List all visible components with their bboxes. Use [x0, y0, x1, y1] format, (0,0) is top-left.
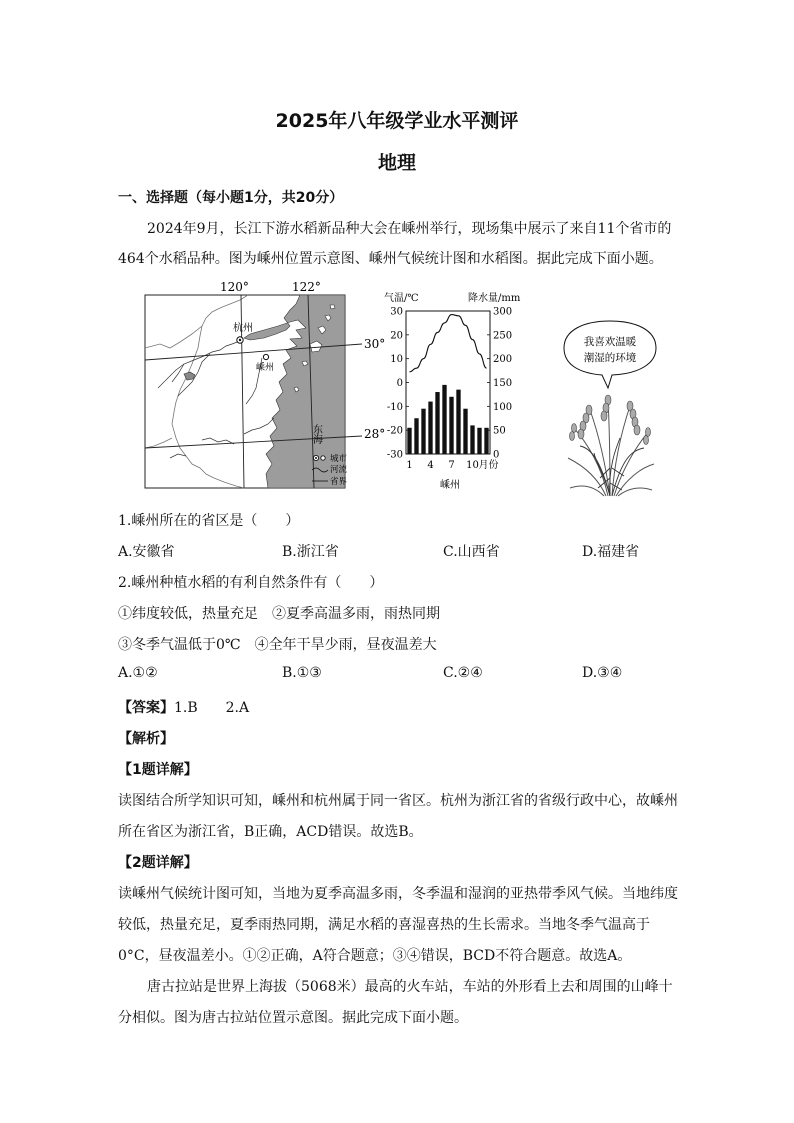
subject-title: 地理: [377, 152, 416, 174]
legend-river-label: 河流: [330, 465, 348, 475]
q1-option-d: D.福建省: [582, 544, 640, 560]
temp-curve: [410, 315, 487, 372]
precip-bar: [421, 409, 425, 454]
precip-bar: [435, 392, 439, 454]
q2-detail-label: 【2题详解】: [118, 855, 198, 871]
x-tick-label: 7: [448, 460, 455, 471]
q2-detail-line-3: 0°C，昼夜温差小。①②正确，A符合题意；③④错误，BCD不符合题意。故选A。: [118, 948, 632, 964]
x-tick-label: 10: [466, 460, 479, 471]
lon-label-120: 120°: [220, 280, 249, 294]
right-axis-title: 降水量/mm: [468, 293, 521, 304]
y2-tick-label: 100: [493, 401, 513, 413]
y2-tick-label: 50: [493, 425, 506, 437]
island: [330, 305, 335, 309]
rice-figure: [560, 318, 660, 498]
section-heading: 一、选择题（每小题1分，共20分）: [118, 190, 344, 206]
page-title: 2025年八年级学业水平测评: [275, 110, 519, 132]
precip-bar: [407, 428, 411, 454]
bubble-line-1: 我喜欢温暖: [583, 336, 637, 348]
precip-bar: [484, 428, 488, 454]
city-marker-hangzhou-dot: [239, 339, 241, 341]
q2-option-c: C.②④: [443, 665, 483, 681]
q2-stem: 2.嵊州种植水稻的有利自然条件有（ ）: [118, 575, 384, 591]
y2-tick-label: 300: [493, 306, 513, 318]
y2-tick-label: 150: [493, 378, 513, 389]
y-tick-label: -20: [386, 425, 403, 437]
lon-label-122: 122°: [292, 280, 321, 294]
city-marker-shengzhou: [263, 354, 268, 359]
q1-detail-line-2: 所在省区为浙江省，B正确，ACD错误。故选B。: [118, 824, 423, 840]
y-tick-label: 10: [390, 354, 403, 366]
intro-line-2: 464个水稻品种。图为嵊州位置示意图、嵊州气候统计图和水稻图。据此完成下面小题。: [118, 251, 663, 267]
lat-label-30: 30°: [364, 337, 386, 351]
answer-label: 【答案】: [118, 700, 174, 716]
precip-bar: [463, 409, 467, 454]
q2-conditions-2: ③冬季气温低于0℃ ④全年干旱少雨，昼夜温差大: [118, 637, 437, 653]
q1-option-b: B.浙江省: [282, 544, 339, 560]
city-label-shengzhou: 嵊州: [256, 363, 275, 373]
x-tick-label: 1: [406, 460, 413, 471]
legend-town-icon: [321, 456, 325, 460]
precip-bar: [470, 425, 474, 454]
y-tick-label: 30: [390, 306, 403, 318]
climate-chart: [384, 290, 530, 495]
bubble-line-2: 潮湿的环境: [583, 352, 637, 364]
location-map: [140, 278, 386, 493]
chart-city-label: 嵊州: [440, 480, 460, 491]
y-tick-label: 0: [396, 378, 403, 389]
legend-city-label: 城市: [330, 454, 348, 464]
lat-label-28: 28°: [364, 427, 386, 441]
rice-grain-heads: [570, 395, 651, 445]
precip-bar: [414, 418, 418, 454]
q2-conditions-1: ①纬度较低，热量充足 ②夏季高温多雨，雨热同期: [118, 606, 440, 622]
q2-option-a: A.①②: [118, 665, 158, 681]
analysis-label: 【解析】: [118, 731, 174, 747]
next-passage-line-1: 唐古拉站是世界上海拔（5068米）最高的火车站，车站的外形看上去和周围的山峰十: [147, 979, 673, 995]
q2-detail-line-2: 较低，热量充足，夏季雨热同期，满足水稻的喜湿喜热的生长需求。当地冬季气温高于: [118, 917, 650, 933]
q1-option-c: C.山西省: [443, 544, 500, 560]
legend-city-icon-dot: [315, 457, 317, 459]
legend-border-label: 省界: [330, 477, 348, 487]
answer-line: [118, 697, 249, 717]
answer-text: 1.B 2.A: [174, 700, 250, 716]
precip-bar: [477, 428, 481, 454]
y-tick-label: -10: [386, 401, 403, 413]
q2-option-d: D.③④: [582, 665, 623, 681]
x-tick-label: 4: [427, 460, 434, 471]
q1-option-a: A.安徽省: [118, 544, 175, 560]
city-label-hangzhou: 杭州: [233, 323, 253, 334]
q1-detail-label: 【1题详解】: [118, 762, 198, 778]
precip-bar: [449, 397, 453, 454]
q2-detail-line-1: 读嵊州气候统计图可知，当地为夏季高温多雨，冬季温和湿润的亚热带季风气候。当地纬度: [118, 886, 678, 902]
temp-line: [410, 315, 487, 372]
y2-tick-label: 250: [493, 330, 513, 342]
y-tick-label: 20: [390, 330, 403, 342]
intro-line-1: 2024年9月，长江下游水稻新品种大会在嵊州举行，现场集中展示了来自11个省市的: [147, 221, 672, 237]
y-tick-label: -30: [386, 449, 403, 461]
precip-bars: [407, 385, 488, 454]
precip-bar: [442, 385, 446, 454]
precip-bar: [428, 402, 432, 454]
left-axis-title: 气温/℃: [384, 293, 419, 304]
y2-tick-label: 0: [493, 449, 500, 461]
q1-stem: 1.嵊州所在的省区是（ ）: [118, 513, 300, 529]
y2-tick-label: 200: [493, 354, 513, 366]
month-unit-label: 月份: [478, 460, 499, 471]
rice-plant-icon: [568, 400, 654, 496]
sea-label: 东海: [310, 424, 322, 444]
q2-option-b: B.①③: [282, 665, 322, 681]
next-passage-line-2: 分相似。图为唐古拉站位置示意图。据此完成下面小题。: [118, 1010, 468, 1026]
q1-detail-line-1: 读图结合所学知识可知，嵊州和杭州属于同一省区。杭州为浙江省的省级行政中心，故嵊州: [118, 793, 678, 809]
precip-bar: [456, 390, 460, 454]
